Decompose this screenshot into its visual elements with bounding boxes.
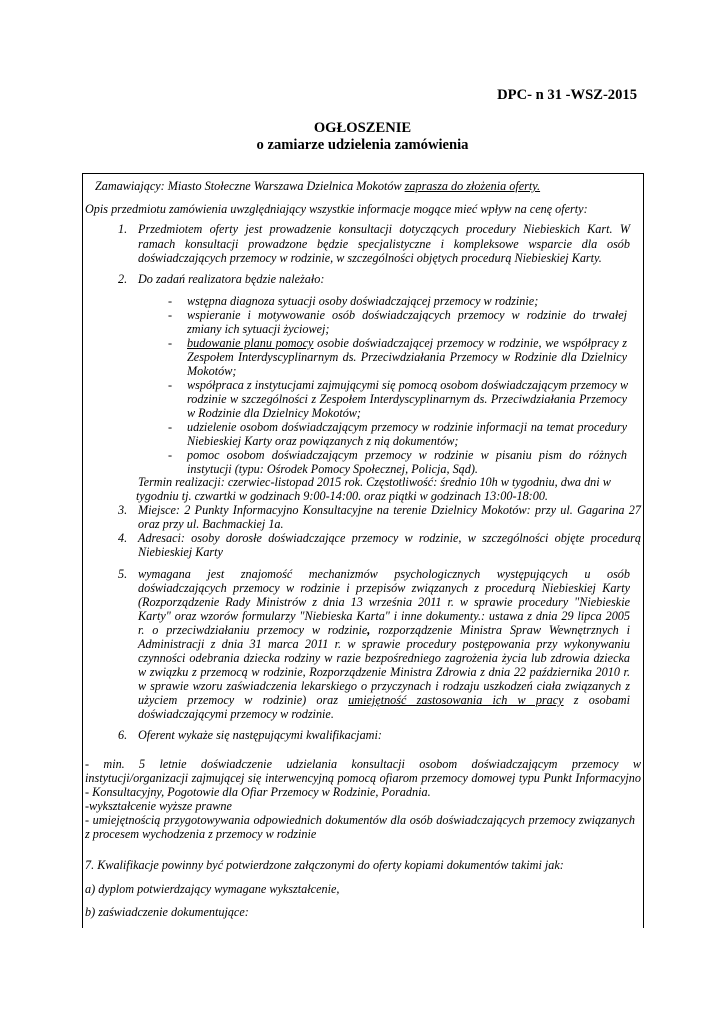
- item-5-line-10-start: użyciem przemocy w rodzinie) oraz: [138, 693, 349, 707]
- intro-line: [95, 179, 540, 193]
- item-5-line-3: (Rozporządzenie Rady Ministrów z dnia 13 września 2011 r. w sprawie procedury "Niebieskie: [138, 595, 630, 609]
- item-5-line-7: czynności odebrania dziecka rodziny w razie bezpośredniego zagrożenia życia lub zdrowia dziecka: [138, 651, 630, 665]
- qualifications-line-4: -wykształcenie wyższe prawne: [85, 799, 232, 813]
- intro-invitation: zaprasza do złożenia oferty.: [404, 179, 541, 193]
- item-5-line-9: w sprawie wzoru zaświadczenia lekarskiego o przyczynach i rodzaju uszkodzeń ciała związanych z: [138, 679, 630, 693]
- item-7-b-text: b) zaświadczenie dokumentujące:: [85, 905, 249, 919]
- item-5-line-11: doświadczającymi przemocy w rodzinie.: [138, 707, 334, 721]
- qualifications-line-3: - Konsultacyjny, Pogotowie dla Ofiar Przemocy w Rodzinie, Poradnia.: [85, 785, 431, 799]
- item-4-line-2: Niebieskiej Karty: [138, 545, 223, 559]
- intro-text: Zamawiający: Miasto Stołeczne Warszawa Dzielnica Mokotów: [95, 179, 405, 193]
- task-4-line-3: w Rodzinie dla Dzielnicy Mokotów;: [187, 406, 361, 420]
- schedule-line-1-block: [138, 475, 611, 489]
- item-5-line-10-end: z osobami: [563, 693, 630, 707]
- item-number: 3.: [118, 503, 128, 517]
- description-line: Opis przedmiotu zamówienia uwzględniający wszystkie informacje mogące mieć wpływ na cenę oferty:: [85, 202, 588, 216]
- task-4-line-2: rodzinie w szczególności z Zespołem Interdyscyplinarnym ds. Przeciwdziałania Przemocy: [187, 392, 627, 406]
- schedule-line-2-block: [136, 489, 548, 503]
- item-1-line-2: ramach konsultacji prowadzone będzie specjalistyczne i kompleksowe wsparcie dla osób: [138, 236, 630, 251]
- item-5-number: [118, 567, 127, 581]
- item-3-line-1: Miejsce: 2 Punkty Informacyjno Konsultacyjne na terenie Dzielnicy Mokotów: przy ul. Gagarina 27: [138, 503, 641, 517]
- item-6-number: [118, 728, 127, 742]
- item-5-line-8: w związku z przemocą w rodzinie, Rozporządzenie Ministra Zdrowia z dnia 22 października 2010 r.: [138, 665, 630, 679]
- item-7-a: [85, 882, 339, 896]
- task-list: [168, 294, 627, 476]
- item-5-underlined: umiejętność zastosowania ich w pracy: [348, 693, 564, 707]
- qualifications-line-2: instytucji/organizacji zajmującej się interwencyjną pomocą ofiarom przemocy domowej typu Punkt Informacyjno: [85, 771, 641, 785]
- dash-bullet: -: [168, 420, 173, 434]
- item-2-line-1: Do zadań realizatora będzie należało:: [138, 272, 325, 286]
- item-number: 1.: [118, 222, 128, 236]
- task-item-4: [168, 378, 627, 420]
- task-item-1: [168, 294, 627, 308]
- item-5-line-5-end: rozporządzenie Ministra Spraw Wewnętrznych i: [370, 623, 630, 637]
- task-6-line-2: instytucji (typu: Ośrodek Pomocy Społecznej, Policja, Sąd).: [187, 462, 478, 476]
- item-1-number: [118, 222, 127, 236]
- task-6-line-1: pomoc osobom doświadczającym przemocy w rodzinie w pisaniu pism do różnych: [187, 448, 627, 462]
- schedule-line-1: Termin realizacji: czerwiec-listopad 2015 rok. Częstotliwość: średnio 10h w tygodniu, dwa dni w: [138, 475, 611, 489]
- item-number: 6.: [118, 728, 128, 742]
- page-subtitle: o zamiarze udzielenia zamówienia: [256, 137, 469, 153]
- task-item-3: [168, 336, 627, 378]
- task-2-line-1: wspieranie i motywowanie osób doświadczających przemocy w rodzinie do trwałej: [187, 308, 627, 322]
- task-1-line-1: wstępna diagnoza sytuacji osoby doświadczającej przemocy w rodzinie;: [187, 294, 539, 308]
- task-3-line-3: Mokotów;: [187, 364, 237, 378]
- qualifications: [85, 757, 641, 841]
- item-1: [138, 222, 630, 266]
- item-6-line-1: Oferent wykaże się następującymi kwalifikacjami:: [138, 728, 382, 742]
- task-item-5: [168, 420, 627, 448]
- item-5-bold-comma: ,: [367, 623, 371, 637]
- item-5-line-1: wymagana jest znajomość mechanizmów psychologicznych występujących u osób: [138, 567, 630, 581]
- item-3: [138, 503, 641, 531]
- task-2-line-2: zmiany ich sytuacji życiowej;: [187, 322, 330, 336]
- item-5-line-4: Karty" oraz wzorów formularzy "Niebieska Karta" i inne dokumenty.: ustawa z dnia 29 lipca 2005: [138, 609, 630, 623]
- task-3-underlined: budowanie planu pomocy: [187, 336, 314, 350]
- item-1-line-1: Przedmiotem oferty jest prowadzenie konsultacji dotyczących procedury Niebieskich Kart. W: [138, 222, 630, 236]
- item-2: [138, 272, 324, 286]
- item-5-line-6: Administracji z dnia 31 marca 2011 r. w sprawie procedury postępowania przy wykonywaniu: [138, 637, 630, 651]
- document-reference-code: DPC- n 31 -WSZ-2015: [497, 87, 637, 103]
- item-7: [85, 858, 564, 872]
- dash-bullet: -: [168, 308, 173, 322]
- item-3-line-2: oraz przy ul. Bachmackiej 1a.: [138, 517, 284, 531]
- item-7-text: 7. Kwalifikacje powinny być potwierdzone załączonymi do oferty kopiami dokumentów takimi jak:: [85, 858, 564, 872]
- dash-bullet: -: [168, 378, 173, 392]
- task-5-line-2: Niebieskiej Karty oraz powiązanych z nią dokumentów;: [187, 434, 459, 448]
- task-3-line-1-rest: osobie doświadczającej przemocy w rodzinie, we współpracy z: [313, 336, 628, 350]
- item-5-line-5: [138, 623, 630, 637]
- qualifications-line-6: z procesem wychodzenia z przemocy w rodzinie: [85, 827, 317, 841]
- task-item-2: [168, 308, 627, 336]
- item-5-line-2: doświadczających przemocy w rodzinie i przepisów związanych z procedurą Niebieskiej Karty: [138, 581, 630, 595]
- item-7-b: [85, 905, 249, 919]
- task-3-line-2: Zespołem Interdyscyplinarnym ds. Przeciwdziałania Przemocy w Rodzinie dla Dzielnicy: [187, 350, 627, 364]
- intro: [95, 179, 540, 193]
- dash-bullet: -: [168, 448, 173, 462]
- description: [85, 202, 588, 216]
- item-number: 5.: [118, 567, 128, 581]
- qualifications-line-1: - min. 5 letnie doświadczenie udzielania konsultacji osobom doświadczającym przemocy w: [85, 757, 641, 771]
- item-5-line-5-start: r. o przeciwdziałaniu przemocy w rodzinie: [138, 623, 368, 637]
- item-2-number: [118, 272, 127, 286]
- dash-bullet: -: [168, 336, 173, 350]
- item-4-line-1: Adresaci: osoby dorosłe doświadczające przemocy w rodzinie, w szczególności objęte procedurą: [138, 531, 641, 545]
- qualifications-line-5: - umiejętnością przygotowywania odpowiednich dokumentów dla osób doświadczających przemocy związanych: [85, 813, 635, 827]
- task-3-line-1: [187, 336, 627, 350]
- item-1-line-3: doświadczających przemocy w rodzinie, w szczególności objętych procedurą Niebieskiej Karty.: [138, 251, 602, 265]
- item-6: [138, 728, 382, 742]
- item-4-number: [118, 531, 127, 545]
- item-5: [138, 567, 630, 721]
- item-number: 4.: [118, 531, 128, 545]
- task-item-6: [168, 448, 627, 476]
- schedule-line-2: tygodniu tj. czwartki w godzinach 9:00-14:00. oraz piątki w godzinach 13:00-18:00.: [136, 489, 548, 503]
- page-title: OGŁOSZENIE: [313, 120, 412, 136]
- item-3-number: [118, 503, 127, 517]
- item-number: 2.: [118, 272, 128, 286]
- task-4-line-1: współpraca z instytucjami zajmującymi się pomocą osobom doświadczającym przemocy w: [187, 378, 629, 392]
- item-4: [138, 531, 641, 559]
- item-7-a-text: a) dyplom potwierdzający wymagane wykształcenie,: [85, 882, 340, 896]
- dash-bullet: -: [168, 294, 173, 308]
- task-5-line-1: udzielenie osobom doświadczającym przemocy w rodzinie informacji na temat procedury: [187, 420, 627, 434]
- item-5-line-10: [138, 693, 630, 707]
